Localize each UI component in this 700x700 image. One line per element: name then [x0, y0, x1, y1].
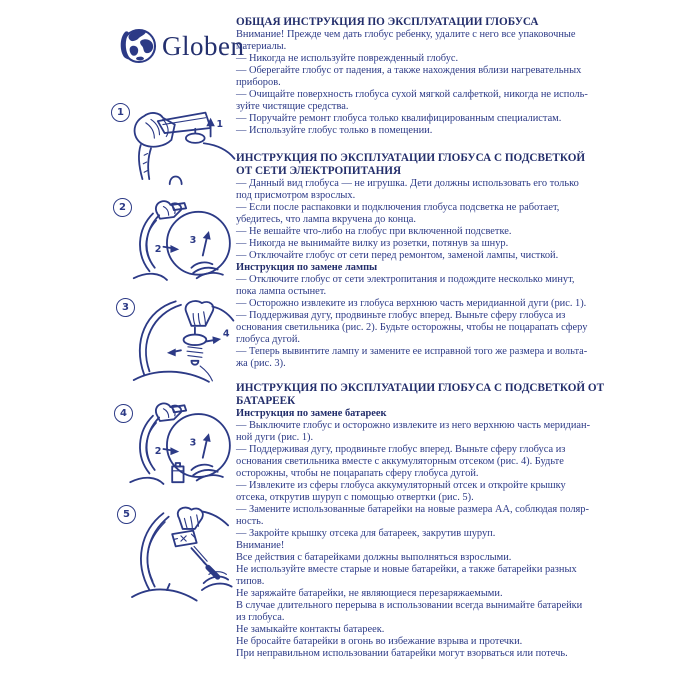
text-line: — Используйте глобус только в помещении.: [236, 125, 433, 136]
figure-2-remove-sphere-drawing: [118, 194, 236, 289]
globen-logo: [116, 24, 244, 68]
text-line: жа (рис. 3).: [236, 358, 286, 369]
text-line: типов.: [236, 576, 265, 587]
section-1-body: [236, 29, 594, 137]
text-line: — Выключите глобус и осторожно извлеките из него верхнюю часть меридиан-: [236, 420, 591, 431]
brand-wordmark: Globen: [162, 30, 245, 61]
section-2-heading: [236, 152, 594, 178]
text-line: зуйте чистящие средства.: [236, 101, 349, 112]
text-line: — Никогда не используйте поврежденный глобус.: [236, 53, 459, 64]
text-line: — Если после распаковки и подключения глобуса подсветка не работает,: [236, 202, 560, 213]
text-line: основания светильника вместе с аккумуляторным отсеком (рис. 4). Будьте: [236, 456, 564, 467]
section-3-heading: [236, 382, 605, 408]
text-line: Инструкция по замене лампы: [236, 262, 378, 273]
text-line: В случае длительного перерыва в использовании всегда вынимайте батарейки: [236, 600, 583, 611]
text-line: основания светильника (рис. 2). Будьте осторожны, чтобы не поцарапать сферу: [236, 322, 588, 333]
text-line: — Поручайте ремонт глобуса только квалифицированным специалистам.: [236, 113, 562, 124]
text-line: Внимание! Прежде чем дать глобус ребенку, удалите с него все упаковочные: [236, 29, 576, 40]
text-line: — Теперь вывинтите лампу и замените ее исправной того же размера и вольта-: [236, 346, 588, 357]
text-line: Не заряжайте батарейки, не являющиеся перезаряжаемыми.: [236, 588, 503, 599]
text-line: осторожны, чтобы не поцарапать сферу глобуса дугой.: [236, 468, 479, 479]
text-line: отсека, открутив шуруп с помощью отвертки (рис. 5).: [236, 492, 474, 503]
text-line: — Закройте крышку отсека для батареек, закрутив шуруп.: [236, 528, 496, 539]
text-line: ной дуги (рис. 1).: [236, 432, 314, 443]
figure-3-replace-lamp-drawing: [118, 292, 236, 392]
text-line: — Данный вид глобуса — не игрушка. Дети должны использовать его только: [236, 178, 579, 189]
text-line: — Очищайте поверхность глобуса сухой мягкой салфеткой, никогда не исполь-: [236, 89, 588, 100]
text-line: Не бросайте батарейки в огонь во избежание взрыва и протечки.: [236, 636, 523, 647]
section-mains-powered-instructions: [236, 152, 594, 370]
text-line: — Поддерживая дугу, продвиньте глобус вперед. Выньте сферу глобуса из: [236, 310, 566, 321]
text-line: приборов.: [236, 77, 281, 88]
figure-1-arrow-label: 1: [216, 119, 224, 131]
figure-2-number-badge: 2: [113, 198, 132, 217]
section-3-body: [236, 408, 594, 660]
text-line: ОТ СЕТИ ЭЛЕКТРОПИТАНИЯ: [236, 165, 402, 177]
section-1-heading: [236, 16, 594, 29]
text-line: — Никогда не вынимайте вилку из розетки, потянув за шнур.: [236, 238, 509, 249]
figure-4-arrow-label-3: 3: [189, 437, 197, 449]
figure-2-arrow-label-2: 2: [154, 243, 162, 255]
text-line: — Замените использованные батарейки на новые размера АА, соблюдая поляр-: [236, 504, 589, 515]
figure-4-remove-sphere-battery-drawing: [118, 398, 236, 493]
section-2-body: [236, 178, 594, 370]
text-line: Все действия с батарейками должны выполняться взрослыми.: [236, 552, 512, 563]
globe-logo-icon: [116, 24, 160, 68]
text-line: БАТАРЕЕК: [236, 395, 296, 407]
figure-4-number-badge: 4: [114, 404, 133, 423]
text-line: — Извлеките из сферы глобуса аккумуляторный отсек и откройте крышку: [236, 480, 566, 491]
text-line: ИНСТРУКЦИЯ ПО ЭКСПЛУАТАЦИИ ГЛОБУСА С ПОДСВЕТКОЙ ОТ: [236, 382, 605, 394]
text-line: Не используйте вместе старые и новые батарейки, а также батарейки разных: [236, 564, 577, 575]
text-line: ОБЩАЯ ИНСТРУКЦИЯ ПО ЭКСПЛУАТАЦИИ ГЛОБУСА: [236, 16, 539, 28]
section-general-instructions: [236, 16, 594, 137]
text-line: ность.: [236, 516, 264, 527]
figure-1-number-badge: 1: [111, 103, 130, 122]
text-line: — Оберегайте глобус от падения, а также нахождения вблизи нагревательных: [236, 65, 582, 76]
text-line: — Отключайте глобус от сети перед ремонтом, заменой лампы, чисткой.: [236, 250, 559, 261]
text-line: из глобуса.: [236, 612, 285, 623]
text-line: пока лампа остынет.: [236, 286, 327, 297]
text-line: ИНСТРУКЦИЯ ПО ЭКСПЛУАТАЦИИ ГЛОБУСА С ПОДСВЕТКОЙ: [236, 152, 586, 164]
text-line: — Поддерживая дугу, продвиньте глобус вперед. Выньте сферу глобуса из: [236, 444, 566, 455]
text-line: — Осторожно извлеките из глобуса верхнюю часть меридианной дуги (рис. 1).: [236, 298, 587, 309]
text-line: глобуса дугой.: [236, 334, 300, 345]
text-line: При неправильном использовании батарейки могут взорваться или потечь.: [236, 648, 568, 659]
text-line: убедитесь, что лампа вкручена до конца.: [236, 214, 416, 225]
text-line: Внимание!: [236, 540, 285, 551]
text-line: Инструкция по замене батареек: [236, 408, 387, 419]
figure-3-number-badge: 3: [116, 298, 135, 317]
text-line: Не замыкайте контакты батареек.: [236, 624, 385, 635]
figure-4-arrow-label-2: 2: [154, 446, 162, 458]
text-line: — Не вешайте что-либо на глобус при включенной подсветке.: [236, 226, 512, 237]
figure-3-arrow-label: 4: [222, 328, 230, 340]
figure-2-arrow-label-3: 3: [189, 235, 197, 247]
text-line: — Отключите глобус от сети электропитания и подождите несколько минут,: [236, 274, 575, 285]
section-battery-powered-instructions: [236, 382, 605, 660]
text-line: под присмотром взрослых.: [236, 190, 356, 201]
figure-5-number-badge: 5: [117, 505, 136, 524]
text-line: материалы.: [236, 41, 287, 52]
figure-1-remove-arc-drawing: [122, 96, 237, 194]
